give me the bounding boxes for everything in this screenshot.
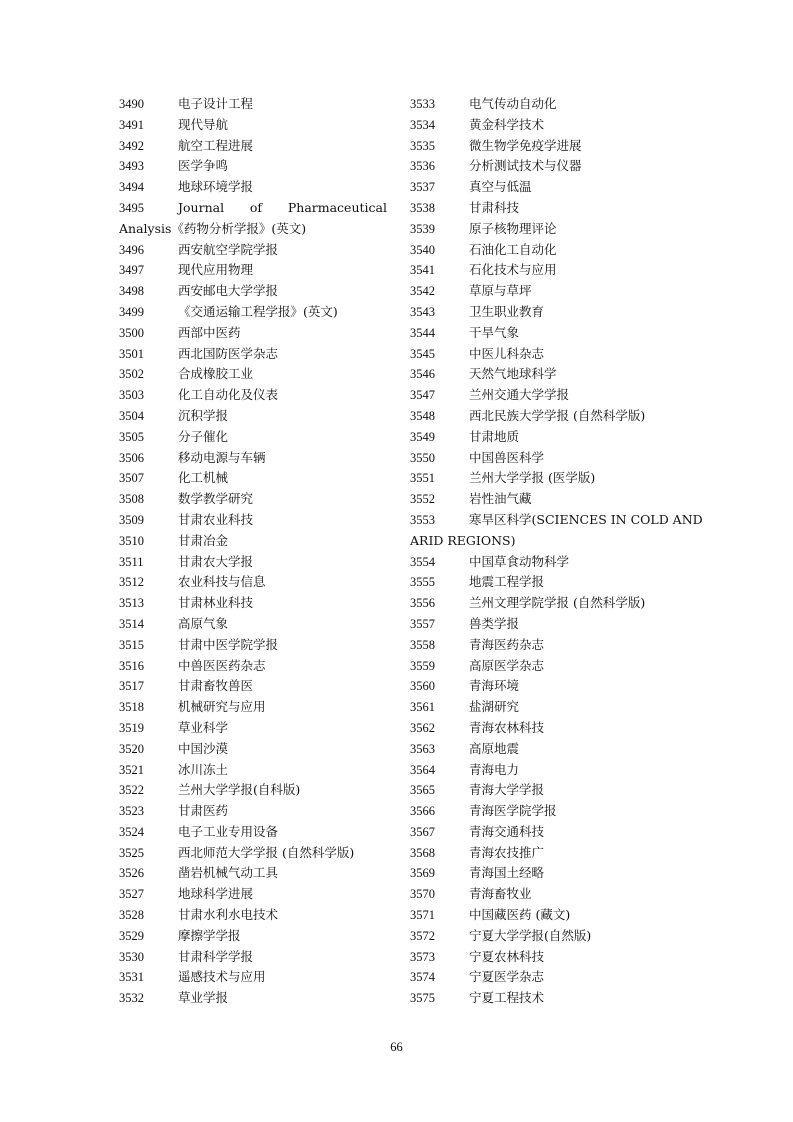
- entry-number: 3495: [119, 200, 144, 215]
- entry-number: 3505: [119, 429, 144, 444]
- journal-entry: [410, 760, 680, 781]
- journal-entry: [410, 635, 680, 656]
- journal-title: 移动电源与车辆: [178, 449, 266, 465]
- journal-title: 数学教学研究: [178, 491, 254, 507]
- journal-entry: [119, 718, 387, 739]
- entry-number: 3538: [410, 200, 435, 215]
- journal-entry-continuation: ARID REGIONS): [410, 532, 516, 548]
- journal-title: 机械研究与应用: [178, 699, 266, 715]
- entry-number: 3564: [410, 762, 435, 777]
- journal-entry: [119, 198, 387, 219]
- journal-entry: [119, 676, 387, 697]
- journal-entry: [410, 219, 680, 240]
- journal-title: 干旱气象: [469, 324, 520, 340]
- journal-entry: [119, 635, 387, 656]
- journal-title: 航空工程进展: [178, 137, 254, 153]
- journal-entry: [119, 614, 387, 635]
- journal-entry: [410, 926, 680, 947]
- entry-number: 3492: [119, 138, 144, 153]
- entry-number: 3509: [119, 512, 144, 527]
- journal-entry: [410, 260, 680, 281]
- journal-title: 青海医药杂志: [469, 636, 545, 652]
- journal-entry: [410, 510, 703, 531]
- journal-title: 甘肃水利水电技术: [178, 907, 279, 923]
- entry-number: 3565: [410, 783, 435, 798]
- entry-number: 3536: [410, 159, 435, 174]
- journal-entry: [119, 344, 387, 365]
- entry-number: 3526: [119, 866, 144, 881]
- journal-title: 青海电力: [469, 761, 520, 777]
- entry-number: 3498: [119, 284, 144, 299]
- journal-entry: [410, 364, 680, 385]
- entry-number: 3549: [410, 429, 435, 444]
- entry-number: 3561: [410, 700, 435, 715]
- entry-number: 3560: [410, 679, 435, 694]
- entry-number: 3554: [410, 554, 435, 569]
- journal-entry: [410, 905, 680, 926]
- entry-number: 3531: [119, 970, 144, 985]
- journal-entry: [119, 843, 387, 864]
- journal-entry: [410, 302, 680, 323]
- entry-number: 3555: [410, 575, 435, 590]
- journal-title: 化工自动化及仪表: [178, 387, 279, 403]
- journal-title: 草业科学: [178, 719, 229, 735]
- journal-title: 中国藏医药 (藏文): [469, 907, 571, 923]
- journal-title: 兰州大学学报(自科版): [178, 782, 301, 798]
- entry-number: 3515: [119, 637, 144, 652]
- journal-entry: [119, 739, 387, 760]
- journal-title: 现代导航: [178, 116, 229, 132]
- journal-entry: [119, 281, 387, 302]
- journal-entry: [119, 905, 387, 926]
- journal-entry: [119, 760, 387, 781]
- journal-title: 真空与低温: [469, 179, 532, 195]
- journal-entry: [119, 468, 387, 489]
- journal-title: 分子催化: [178, 428, 229, 444]
- entry-number: 3513: [119, 596, 144, 611]
- entry-number: 3511: [119, 554, 144, 569]
- entry-number: 3544: [410, 325, 435, 340]
- entry-number: 3497: [119, 263, 144, 278]
- journal-title: 草业学报: [178, 990, 229, 1006]
- entry-number: 3533: [410, 97, 435, 111]
- journal-title: 甘肃科技: [469, 199, 520, 215]
- journal-entry: [410, 884, 680, 905]
- journal-entry: [410, 323, 680, 344]
- entry-number: 3556: [410, 596, 435, 611]
- journal-entry: [410, 947, 680, 968]
- entry-number: 3563: [410, 741, 435, 756]
- journal-entry: [119, 385, 387, 406]
- journal-entry: [410, 822, 680, 843]
- journal-title: 高原地震: [469, 740, 520, 756]
- journal-entry: [119, 94, 387, 115]
- journal-title: 兰州大学学报 (医学版): [469, 470, 596, 486]
- entry-number: 3494: [119, 180, 144, 195]
- journal-entry: [119, 260, 387, 281]
- journal-title: 《交通运输工程学报》(英文): [178, 303, 338, 319]
- journal-entry: [410, 780, 680, 801]
- entry-number: 3553: [410, 512, 435, 527]
- journal-entry: [410, 593, 680, 614]
- journal-entry: [410, 676, 680, 697]
- journal-entry: [119, 884, 387, 905]
- entry-number: 3545: [410, 346, 435, 361]
- journal-entry: [119, 822, 387, 843]
- journal-entry: [119, 240, 387, 261]
- journal-title: 青海畜牧业: [469, 886, 532, 902]
- entry-number: 3493: [119, 159, 144, 174]
- journal-title: 宁夏工程技术: [469, 990, 545, 1006]
- journal-title: 青海交通科技: [469, 823, 545, 839]
- journal-title: 兰州交通大学学报: [469, 387, 570, 403]
- entry-number: 3534: [410, 117, 435, 132]
- journal-title: 卫生职业教育: [469, 303, 545, 319]
- entry-number: 3524: [119, 824, 144, 839]
- entry-number: 3542: [410, 284, 435, 299]
- journal-title: 地球科学进展: [178, 886, 254, 902]
- journal-title: 天然气地球科学: [469, 366, 557, 382]
- entry-number: 3535: [410, 138, 435, 153]
- journal-title: 冰川冻土: [178, 761, 229, 777]
- entry-number: 3499: [119, 304, 144, 319]
- journal-title: 甘肃林业科技: [178, 595, 254, 611]
- journal-entry: [119, 801, 387, 822]
- entry-number: 3518: [119, 700, 144, 715]
- journal-entry-continuation: Analysis《药物分析学报》(英文): [119, 220, 307, 236]
- entry-number: 3523: [119, 804, 144, 819]
- journal-title: 甘肃农业科技: [178, 511, 254, 527]
- entry-number: 3525: [119, 845, 144, 860]
- journal-title: 凿岩机械气动工具: [178, 865, 279, 881]
- entry-number: 3521: [119, 762, 144, 777]
- journal-title: 沉积学报: [178, 407, 229, 423]
- entry-number: 3568: [410, 845, 435, 860]
- entry-number: 3546: [410, 367, 435, 382]
- journal-title-word: Pharmaceutical: [287, 199, 387, 215]
- journal-title: 化工机械: [178, 470, 229, 486]
- journal-entry: [410, 718, 680, 739]
- journal-entry: [119, 947, 387, 968]
- entry-number: 3496: [119, 242, 144, 257]
- journal-title: 甘肃科学学报: [178, 948, 254, 964]
- journal-title: 医学争鸣: [178, 158, 229, 174]
- entry-number: 3570: [410, 887, 435, 902]
- journal-title: 石化技术与应用: [469, 262, 557, 278]
- journal-title: 兽类学报: [469, 615, 520, 631]
- journal-entry: [410, 656, 680, 677]
- journal-title: 高原气象: [178, 615, 229, 631]
- journal-title: 中兽医医药杂志: [178, 657, 266, 673]
- entry-number: 3514: [119, 616, 144, 631]
- entry-number: 3552: [410, 492, 435, 507]
- journal-entry: [119, 136, 387, 157]
- entry-number: 3506: [119, 450, 144, 465]
- journal-entry: [119, 572, 387, 593]
- journal-title: 宁夏农林科技: [469, 948, 545, 964]
- journal-entry: [119, 448, 387, 469]
- journal-title: 现代应用物理: [178, 262, 254, 278]
- journal-entry: [410, 967, 680, 988]
- entry-number: 3551: [410, 471, 435, 486]
- journal-entry: [410, 156, 680, 177]
- journal-entry: [119, 531, 387, 552]
- journal-title: 地球环境学报: [178, 179, 254, 195]
- entry-number: 3516: [119, 658, 144, 673]
- journal-title: 西北师范大学学报 (自然科学版): [178, 844, 355, 860]
- journal-entry: [410, 988, 680, 1009]
- entry-number: 3527: [119, 887, 144, 902]
- journal-title: 青海大学学报: [469, 782, 545, 798]
- journal-entry: [119, 302, 387, 323]
- journal-title: 西安邮电大学学报: [178, 283, 279, 299]
- journal-title: 甘肃冶金: [178, 532, 229, 548]
- journal-title: 岩性油气藏: [469, 491, 532, 507]
- journal-entry: [119, 115, 387, 136]
- journal-entry: [119, 697, 387, 718]
- entry-number: 3559: [410, 658, 435, 673]
- journal-title: 农业科技与信息: [178, 574, 266, 590]
- entry-number: 3532: [119, 991, 144, 1006]
- journal-entry: [119, 406, 387, 427]
- journal-title: 高原医学杂志: [469, 657, 545, 673]
- entry-number: 3550: [410, 450, 435, 465]
- entry-number: 3517: [119, 679, 144, 694]
- entry-number: 3528: [119, 908, 144, 923]
- journal-entry: [410, 552, 680, 573]
- journal-entry: [410, 468, 680, 489]
- journal-title: 宁夏医学杂志: [469, 969, 545, 985]
- journal-entry: [119, 552, 387, 573]
- journal-title: [178, 198, 387, 219]
- journal-list-right-column: [410, 94, 703, 1009]
- journal-entry: [119, 323, 387, 344]
- entry-number: 3512: [119, 575, 144, 590]
- entry-number: 3519: [119, 720, 144, 735]
- entry-number: 3522: [119, 783, 144, 798]
- journal-title: 电子工业专用设备: [178, 823, 279, 839]
- entry-number: 3573: [410, 949, 435, 964]
- journal-title: 甘肃医药: [178, 803, 229, 819]
- journal-entry: [119, 967, 387, 988]
- journal-title: 地震工程学报: [469, 574, 545, 590]
- journal-list-left-column: [119, 94, 387, 1009]
- journal-entry: [119, 156, 387, 177]
- journal-entry: [119, 177, 387, 198]
- journal-entry: [410, 489, 680, 510]
- journal-entry: [119, 510, 387, 531]
- journal-entry: [410, 614, 680, 635]
- journal-title: 青海医学院学报: [469, 803, 557, 819]
- journal-title: 黄金科学技术: [469, 116, 545, 132]
- journal-title: 中国沙漠: [178, 740, 229, 756]
- journal-entry: [410, 385, 680, 406]
- journal-title: 青海农技推广: [469, 844, 545, 860]
- journal-title: 电气传动自动化: [469, 96, 557, 111]
- journal-title: 电子设计工程: [178, 96, 254, 111]
- journal-entry: [119, 656, 387, 677]
- entry-number: 3569: [410, 866, 435, 881]
- entry-number: 3540: [410, 242, 435, 257]
- entry-number: 3548: [410, 408, 435, 423]
- journal-title: 西北民族大学学报 (自然科学版): [469, 407, 646, 423]
- entry-number: 3504: [119, 408, 144, 423]
- entry-number: 3520: [119, 741, 144, 756]
- journal-entry: [119, 863, 387, 884]
- journal-title: 甘肃中医学院学报: [178, 636, 279, 652]
- journal-entry: [410, 136, 680, 157]
- journal-title: 中国兽医科学: [469, 449, 545, 465]
- entry-number: 3500: [119, 325, 144, 340]
- journal-title: 摩擦学学报: [178, 927, 241, 943]
- journal-title-word: of: [249, 199, 263, 215]
- journal-title-word: Journal: [178, 199, 225, 215]
- journal-entry: [410, 406, 680, 427]
- journal-title: 中医儿科杂志: [469, 345, 545, 361]
- journal-entry: [410, 115, 680, 136]
- journal-entry: [119, 926, 387, 947]
- entry-number: 3530: [119, 949, 144, 964]
- journal-title: 甘肃农大学报: [178, 553, 254, 569]
- journal-title: 草原与草坪: [469, 283, 532, 299]
- journal-entry: [410, 198, 680, 219]
- journal-title: 寒旱区科学(SCIENCES IN COLD AND: [469, 511, 703, 527]
- journal-entry: [410, 843, 680, 864]
- journal-entry: [410, 344, 680, 365]
- journal-entry: [410, 697, 680, 718]
- journal-title: 合成橡胶工业: [178, 366, 254, 382]
- journal-entry: [119, 988, 387, 1009]
- journal-entry: [410, 177, 680, 198]
- journal-entry: [410, 739, 680, 760]
- journal-entry: [119, 593, 387, 614]
- entry-number: 3501: [119, 346, 144, 361]
- journal-title: 宁夏大学学报(自然版): [469, 927, 592, 943]
- journal-entry: [410, 572, 680, 593]
- journal-entry: [119, 427, 387, 448]
- entry-number: 3574: [410, 970, 435, 985]
- journal-title: 青海国土经略: [469, 865, 545, 881]
- entry-number: 3537: [410, 180, 435, 195]
- entry-number: 3507: [119, 471, 144, 486]
- entry-number: 3547: [410, 388, 435, 403]
- journal-title: 遥感技术与应用: [178, 969, 266, 985]
- entry-number: 3510: [119, 533, 144, 548]
- entry-number: 3567: [410, 824, 435, 839]
- journal-entry: [410, 281, 680, 302]
- entry-number: 3490: [119, 97, 144, 111]
- journal-title: 微生物学免疫学进展: [469, 137, 582, 153]
- entry-number: 3571: [410, 908, 435, 923]
- journal-title: 甘肃地质: [469, 428, 520, 444]
- page-number: 66: [390, 1040, 403, 1054]
- entry-number: 3575: [410, 991, 435, 1006]
- entry-number: 3543: [410, 304, 435, 319]
- journal-entry: [119, 780, 387, 801]
- entry-number: 3562: [410, 720, 435, 735]
- journal-title: 西安航空学院学报: [178, 241, 279, 257]
- journal-title: 中国草食动物科学: [469, 553, 570, 569]
- entry-number: 3491: [119, 117, 144, 132]
- entry-number: 3572: [410, 928, 435, 943]
- journal-entry: [410, 863, 680, 884]
- journal-entry: [410, 427, 680, 448]
- entry-number: 3566: [410, 804, 435, 819]
- journal-title: 甘肃畜牧兽医: [178, 678, 254, 694]
- journal-title: 石油化工自动化: [469, 241, 557, 257]
- journal-title: 盐湖研究: [469, 699, 520, 715]
- entry-number: 3557: [410, 616, 435, 631]
- journal-entry: [410, 240, 680, 261]
- entry-number: 3529: [119, 928, 144, 943]
- journal-title: 兰州文理学院学报 (自然科学版): [469, 595, 646, 611]
- journal-entry: [119, 489, 387, 510]
- journal-title: 青海环境: [469, 678, 520, 694]
- entry-number: 3541: [410, 263, 435, 278]
- entry-number: 3558: [410, 637, 435, 652]
- entry-number: 3503: [119, 388, 144, 403]
- journal-entry: [410, 448, 680, 469]
- journal-title: 西部中医药: [178, 324, 241, 340]
- journal-title: 原子核物理评论: [469, 220, 557, 236]
- journal-entry: [119, 364, 387, 385]
- entry-number: 3508: [119, 492, 144, 507]
- journal-title: 青海农林科技: [469, 719, 545, 735]
- entry-number: 3502: [119, 367, 144, 382]
- journal-title: 西北国防医学杂志: [178, 345, 279, 361]
- journal-entry: [410, 94, 680, 115]
- entry-number: 3539: [410, 221, 435, 236]
- journal-title: 分析测试技术与仪器: [469, 158, 582, 174]
- journal-entry: [410, 801, 680, 822]
